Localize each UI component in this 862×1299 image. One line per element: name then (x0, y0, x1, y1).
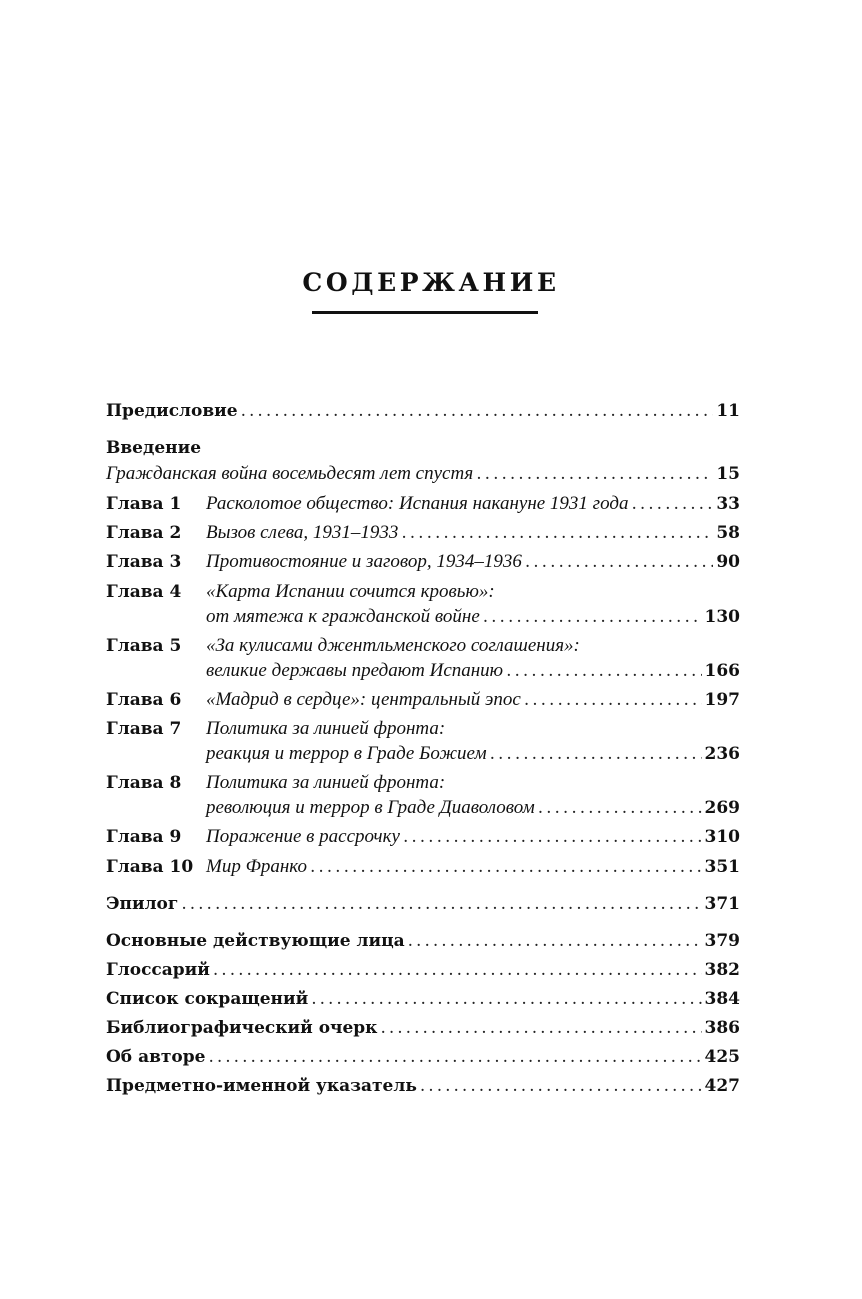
chapter-title-cont: реакция и террор в Граде Божием (206, 743, 487, 764)
toc-entry-abbreviations[interactable] (106, 987, 740, 1011)
toc-page-number: 130 (704, 607, 740, 627)
toc-page-number: 236 (704, 744, 740, 764)
toc-entry-chapter-8-cont[interactable] (106, 796, 740, 820)
chapter-label: Глава 7 (106, 719, 182, 739)
title-underline (312, 311, 538, 314)
toc-page-number: 425 (704, 1047, 740, 1067)
chapter-title: Поражение в рассрочку (206, 826, 400, 847)
toc-entry-chapter-5[interactable] (106, 634, 740, 658)
toc-entry-index[interactable] (106, 1074, 740, 1098)
dot-leader (208, 1045, 701, 1069)
toc-entry-title: Об авторе (106, 1047, 206, 1067)
toc-page-number: 379 (704, 931, 740, 951)
chapter-title: Вызов слева, 1931–1933 (206, 522, 399, 543)
chapter-title: «Мадрид в сердце»: центральный эпос (206, 689, 521, 710)
dot-leader (420, 1074, 702, 1098)
dot-leader (241, 399, 714, 423)
toc-entry-chapter-8[interactable] (106, 771, 740, 795)
toc-page-number: 310 (704, 827, 740, 847)
chapter-label: Глава 8 (106, 773, 182, 793)
toc-entry-chapter-6[interactable] (106, 688, 740, 712)
toc-entry-title: Введение (106, 438, 202, 458)
chapter-title-cont: от мятежа к гражданской войне (206, 606, 480, 627)
toc-entry-characters[interactable] (106, 929, 740, 953)
toc-entry-glossary[interactable] (106, 958, 740, 982)
dot-leader (213, 958, 702, 982)
toc-entry-title: Библиографический очерк (106, 1018, 378, 1038)
toc-entry-about-author[interactable] (106, 1045, 740, 1069)
chapter-title: Политика за линией фронта: (206, 718, 446, 739)
chapter-title-cont: великие державы предают Испанию (206, 660, 504, 681)
toc-page-number: 33 (716, 494, 740, 514)
dot-leader (538, 796, 702, 820)
toc-entry-chapter-5-cont[interactable] (106, 659, 740, 683)
dot-leader (490, 742, 702, 766)
toc-entry-bibliography[interactable] (106, 1016, 740, 1040)
toc-page-number: 90 (716, 552, 740, 572)
chapter-label: Глава 5 (106, 636, 182, 656)
toc-page-number: 382 (704, 960, 740, 980)
dot-leader (476, 462, 713, 486)
toc-page-number: 15 (716, 464, 740, 484)
toc-entry-chapter-10[interactable] (106, 855, 740, 879)
toc-entry-chapter-9[interactable] (106, 825, 740, 849)
dot-leader (506, 659, 701, 683)
toc-page-number: 384 (704, 989, 740, 1009)
toc-entry-introduction[interactable] (106, 462, 740, 486)
toc-entry-title: Предметно-именной указатель (106, 1076, 417, 1096)
chapter-title: Политика за линией фронта: (206, 772, 446, 793)
dot-leader (401, 521, 713, 545)
toc-page-number: 166 (704, 661, 740, 681)
toc-entry-preface[interactable] (106, 399, 740, 423)
chapter-label: Глава 6 (106, 690, 182, 710)
toc-page-number: 427 (704, 1076, 740, 1096)
toc-entry-title: Эпилог (106, 894, 179, 914)
chapter-label: Глава 4 (106, 582, 182, 602)
dot-leader (524, 688, 702, 712)
toc-entry-chapter-2[interactable] (106, 521, 740, 545)
chapter-label: Глава 10 (106, 857, 194, 877)
toc-entry-chapter-3[interactable] (106, 550, 740, 574)
toc-entry-chapter-7-cont[interactable] (106, 742, 740, 766)
toc-entry-title: Глоссарий (106, 960, 210, 980)
toc-entry-chapter-7[interactable] (106, 717, 740, 741)
page-title: СОДЕРЖАНИЕ (302, 268, 560, 297)
toc-page-number: 386 (704, 1018, 740, 1038)
dot-leader (483, 605, 702, 629)
dot-leader (631, 492, 713, 516)
chapter-title-cont: революция и террор в Граде Диаволовом (206, 797, 535, 818)
chapter-title: Мир Франко (206, 856, 307, 877)
toc-entry-chapter-4-cont[interactable] (106, 605, 740, 629)
chapter-label: Глава 9 (106, 827, 182, 847)
chapter-title: «Карта Испании сочится кровью»: (206, 581, 495, 602)
dot-leader (181, 892, 701, 916)
toc-page-number: 371 (704, 894, 740, 914)
chapter-title: Противостояние и заговор, 1934–1936 (206, 551, 522, 572)
dot-leader (525, 550, 713, 574)
dot-leader (310, 855, 702, 879)
toc-entry-epilogue[interactable] (106, 892, 740, 916)
toc-page-number: 58 (716, 523, 740, 543)
toc-heading-introduction (106, 436, 740, 460)
toc-entry-title: Список сокращений (106, 989, 309, 1009)
toc-entry-chapter-4[interactable] (106, 580, 740, 604)
chapter-label: Глава 2 (106, 523, 182, 543)
chapter-title: Расколотое общество: Испания накануне 1931 года (206, 493, 629, 514)
chapter-title: «За кулисами джентльменского соглашения»: (206, 635, 580, 656)
toc-page-number: 11 (716, 401, 740, 421)
toc-entry-subtitle: Гражданская война восемьдесят лет спустя (106, 463, 474, 484)
toc-entry-chapter-1[interactable] (106, 492, 740, 516)
dot-leader (403, 825, 702, 849)
chapter-label: Глава 1 (106, 494, 182, 514)
toc-page-number: 197 (704, 690, 740, 710)
chapter-label: Глава 3 (106, 552, 182, 572)
dot-leader (408, 929, 702, 953)
dot-leader (311, 987, 701, 1011)
toc-page-number: 351 (704, 857, 740, 877)
toc-entry-title: Основные действующие лица (106, 931, 405, 951)
toc-page-number: 269 (704, 798, 740, 818)
dot-leader (380, 1016, 701, 1040)
toc-entry-title: Предисловие (106, 401, 238, 421)
